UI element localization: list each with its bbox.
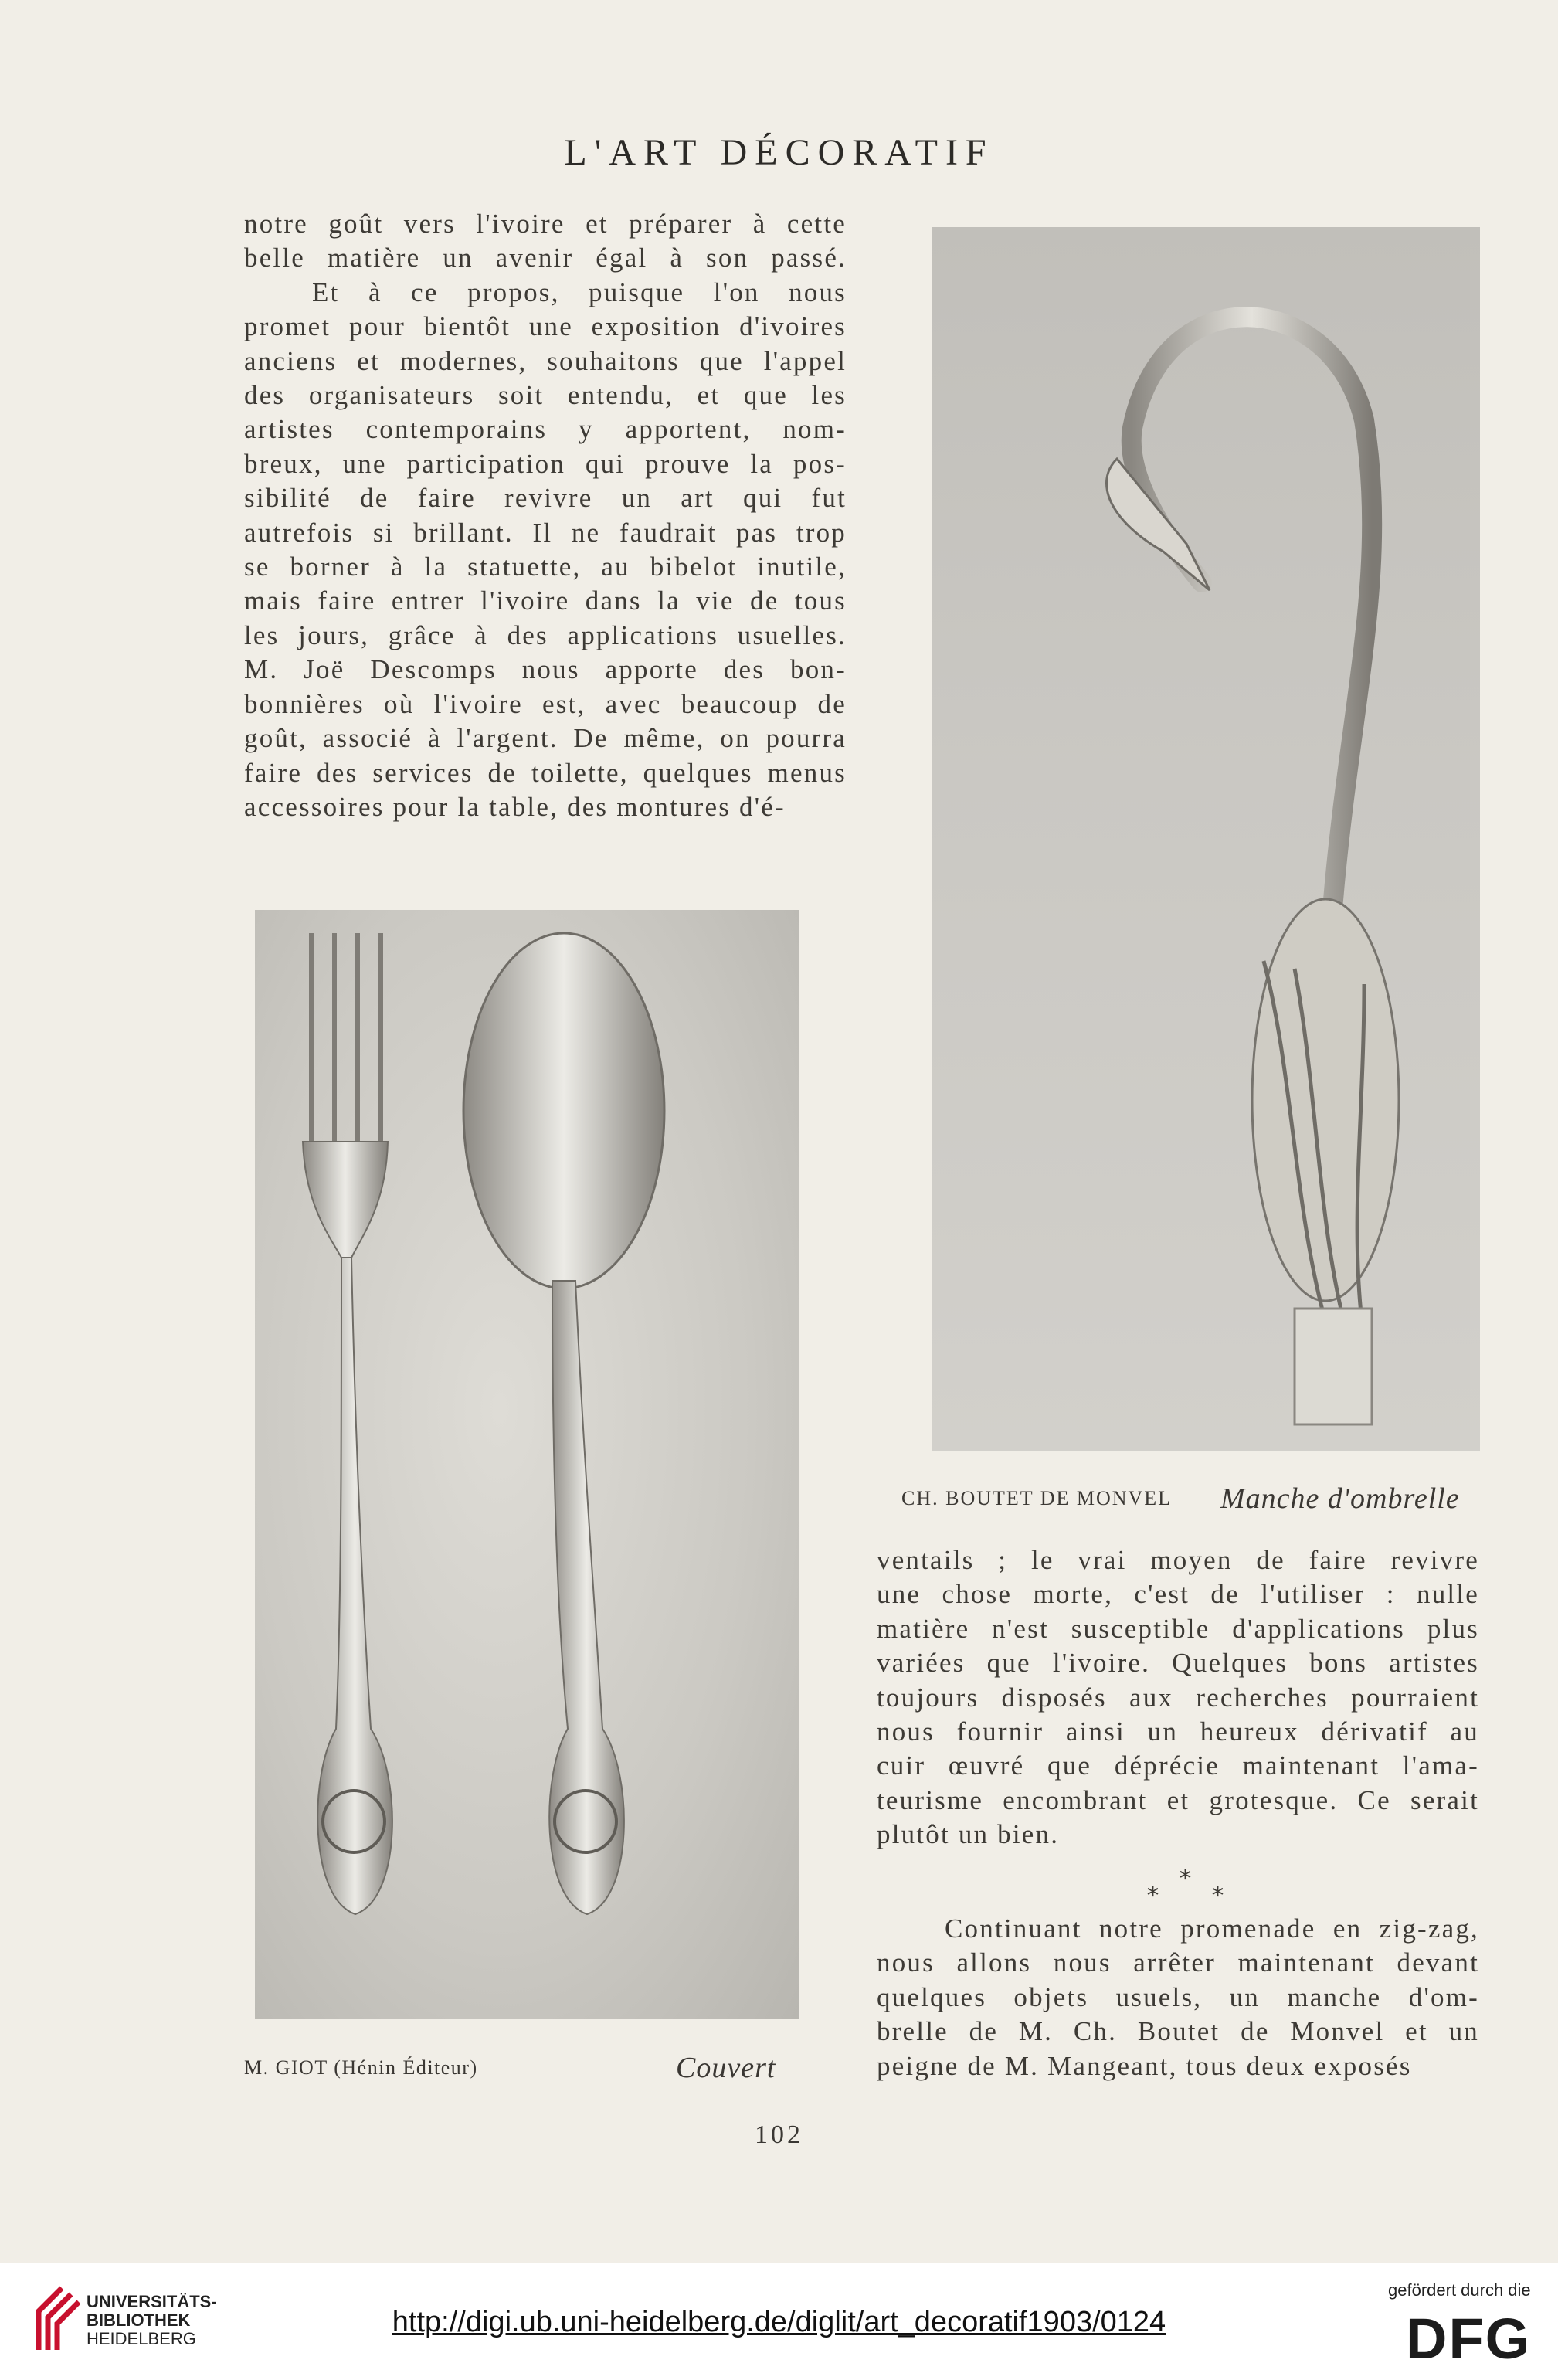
text-line: une chose morte, c'est de l'utiliser : nulle xyxy=(877,1579,1479,1610)
asterisk: * xyxy=(1212,1883,1224,1910)
text-line: teurisme encombrant et grotesque. Ce serait xyxy=(877,1784,1479,1815)
column-right-continuation-text xyxy=(877,1912,1479,2083)
text-line: notre goût vers l'ivoire et préparer à cette xyxy=(244,209,847,239)
caption-swan-title: Manche d'ombrelle xyxy=(1220,1482,1460,1515)
text-line: mais faire entrer l'ivoire dans la vie de tous xyxy=(244,586,847,616)
text-line: autrefois si brillant. Il ne faudrait pas trop xyxy=(244,517,847,548)
dfg-logo: DFG xyxy=(1406,2307,1532,2371)
asterisk: * xyxy=(1147,1883,1159,1910)
text-line: Et à ce propos, puisque l'on nous xyxy=(312,277,847,307)
text-line: brelle de M. Ch. Boutet de Monvel et un xyxy=(877,2016,1479,2047)
text-line: sibilité de faire revivre un art qui fut xyxy=(244,483,847,514)
text-line: Continuant notre promenade en zig-zag, xyxy=(945,1913,1479,1944)
text-line: promet pour bientôt une exposition d'ivoires xyxy=(244,311,847,342)
funder-label: gefördert durch die xyxy=(1388,2280,1531,2300)
text-line: quelques objets usuels, un manche d'om- xyxy=(877,1981,1479,2012)
photo-cutlery xyxy=(255,910,799,2019)
text-line: peigne de M. Mangeant, tous deux exposés xyxy=(877,2050,1412,2081)
text-line: belle matière un avenir égal à son passé. xyxy=(244,243,847,273)
column-right-text xyxy=(877,1543,1479,1852)
text-line: ventails ; le vrai moyen de faire revivre xyxy=(877,1545,1479,1575)
text-line: faire des services de toilette, quelques menus xyxy=(244,757,847,788)
text-line: artistes contemporains y apportent, nom- xyxy=(244,414,847,445)
spoon-icon xyxy=(463,933,664,1914)
university-library-name: UNIVERSITÄTS- BIBLIOTHEK HEIDELBERG xyxy=(87,2292,217,2348)
text-line: goût, associé à l'argent. De même, on pourra xyxy=(244,723,847,754)
section-break-asterisks xyxy=(1132,1866,1240,1912)
text-line: les jours, grâce à des applications usuelles. xyxy=(244,620,847,650)
page-number: 102 xyxy=(755,2120,803,2149)
fork-and-spoon-illustration xyxy=(255,910,799,2019)
text-line: plutôt un bien. xyxy=(877,1819,1060,1850)
text-line: anciens et modernes, souhaitons que l'appel xyxy=(244,345,847,376)
fork-icon xyxy=(303,933,392,1914)
text-line: nous allons nous arrêter maintenant devant xyxy=(877,1947,1479,1978)
text-line: matière n'est susceptible d'applications plus xyxy=(877,1613,1479,1644)
caption-cutlery-title: Couvert xyxy=(676,2052,776,2084)
swan-handle-illustration xyxy=(932,227,1480,1451)
column-left-text xyxy=(244,207,847,824)
text-line: cuir œuvré que déprécie maintenant l'ama- xyxy=(877,1750,1479,1781)
text-line: bonnières où l'ivoire est, avec beaucoup de xyxy=(244,688,847,719)
running-title: L'ART DÉCORATIF xyxy=(564,132,994,173)
permalink-url[interactable]: http://digi.ub.uni-heidelberg.de/diglit/art_decoratif1903/0124 xyxy=(392,2306,1166,2338)
text-line: toujours disposés aux recherches pourraient xyxy=(877,1682,1479,1713)
caption-cutlery-artist: M. GIOT (Hénin Éditeur) xyxy=(244,2056,478,2079)
text-line: se borner à la statuette, au bibelot inutile, xyxy=(244,552,847,582)
text-line: M. Joë Descomps nous apporte des bon- xyxy=(244,654,847,685)
text-line: des organisateurs soit entendu, et que les xyxy=(244,380,847,411)
photo-umbrella-handle xyxy=(932,227,1480,1451)
text-line: accessoires pour la table, des montures d'é- xyxy=(244,791,786,822)
text-line: variées que l'ivoire. Quelques bons artistes xyxy=(877,1648,1479,1679)
caption-swan-artist: CH. BOUTET DE MONVEL xyxy=(901,1487,1173,1509)
asterisk: * xyxy=(1180,1866,1191,1893)
text-line: breux, une participation qui prouve la pos- xyxy=(244,448,847,479)
text-line: nous fournir ainsi un heureux dérivatif au xyxy=(877,1716,1479,1747)
